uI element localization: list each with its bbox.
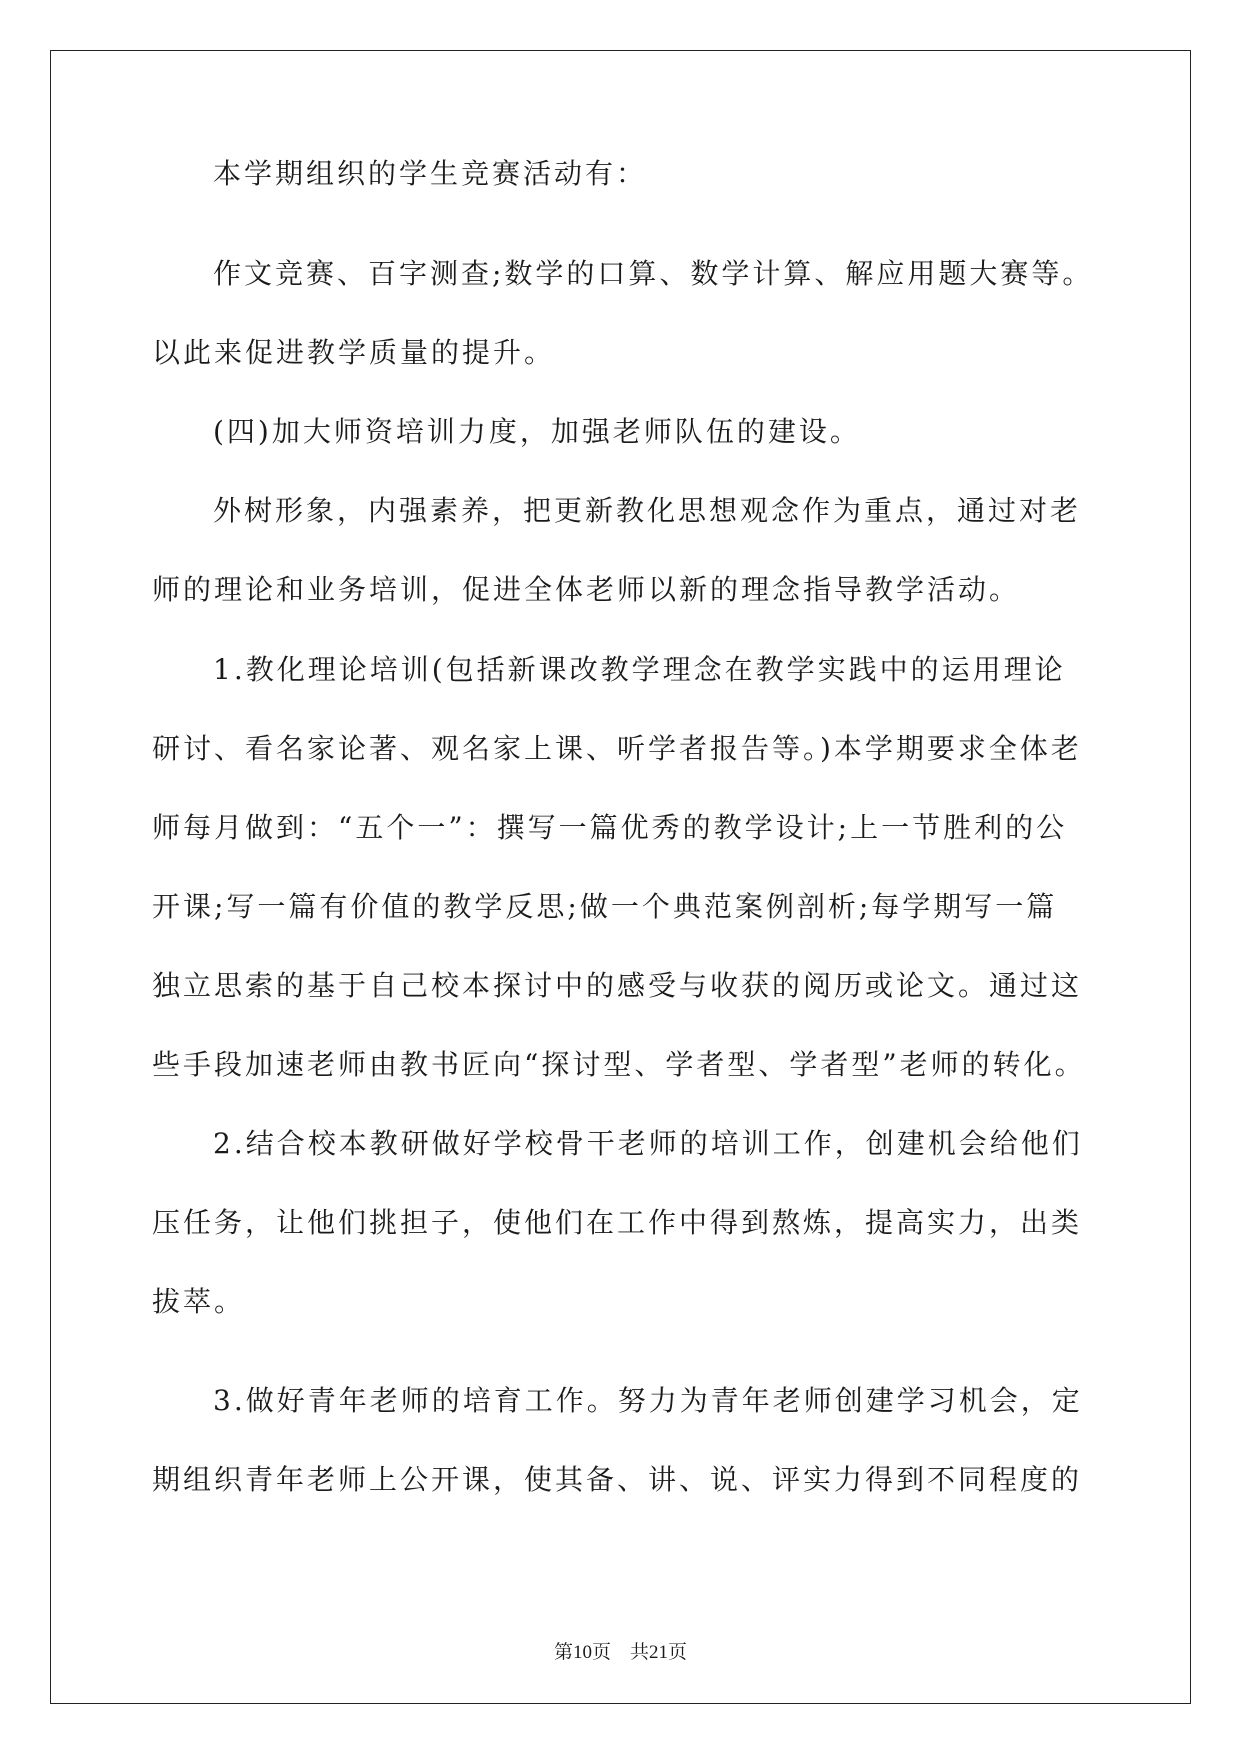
- text-line: 外树形象，内强素养，把更新教化思想观念作为重点，通过对老: [213, 494, 1082, 527]
- text-line: 2.结合校本教研做好学校骨干老师的培训工作，创建机会给他们: [213, 1127, 1083, 1160]
- text-line: 作文竞赛、百字测查;数学的口算、数学计算、解应用题大赛等。: [213, 257, 1094, 290]
- text-line: 本学期组织的学生竞赛活动有：: [213, 157, 648, 190]
- page-prefix: 第: [553, 1641, 573, 1663]
- text-line: 压任务，让他们挑担子，使他们在工作中得到熬炼，提高实力，出类: [152, 1206, 1083, 1239]
- text-line: 师的理论和业务培训，促进全体老师以新的理念指导教学活动。: [152, 573, 1021, 606]
- page-number-footer: [0, 1640, 1241, 1665]
- section-heading: (四)加大师资培训力度，加强老师队伍的建设。: [213, 415, 861, 448]
- text-line: 以此来促进教学质量的提升。: [152, 336, 556, 369]
- text-line: 开课;写一篇有价值的教学反思;做一个典范案例剖析;每学期写一篇: [152, 890, 1058, 923]
- text-line: 些手段加速老师由教书匠向“探讨型、学者型、学者型”老师的转化。: [152, 1048, 1086, 1081]
- text-line: 3.做好青年老师的培育工作。努力为青年老师创建学习机会，定: [213, 1384, 1083, 1417]
- text-line: 1.教化理论培训(包括新课改教学理念在教学实践中的运用理论: [213, 653, 1066, 686]
- total-page-number: 21: [649, 1642, 668, 1663]
- current-page-number: 10: [572, 1642, 592, 1663]
- text-line: 独立思索的基于自己校本探讨中的感受与收获的阅历或论文。通过这: [152, 969, 1083, 1002]
- page-separator: 页 共: [591, 1641, 649, 1663]
- text-line: 师每月做到：“五个一”：撰写一篇优秀的教学设计;上一节胜利的公: [152, 811, 1068, 844]
- page-suffix: 页: [668, 1641, 688, 1663]
- page-border: [50, 50, 1191, 1704]
- text-line: 期组织青年老师上公开课，使其备、讲、说、评实力得到不同程度的: [152, 1463, 1083, 1496]
- text-line: 拔萃。: [152, 1285, 246, 1318]
- text-line: 研讨、看名家论著、观名家上课、听学者报告等。)本学期要求全体老: [152, 732, 1082, 765]
